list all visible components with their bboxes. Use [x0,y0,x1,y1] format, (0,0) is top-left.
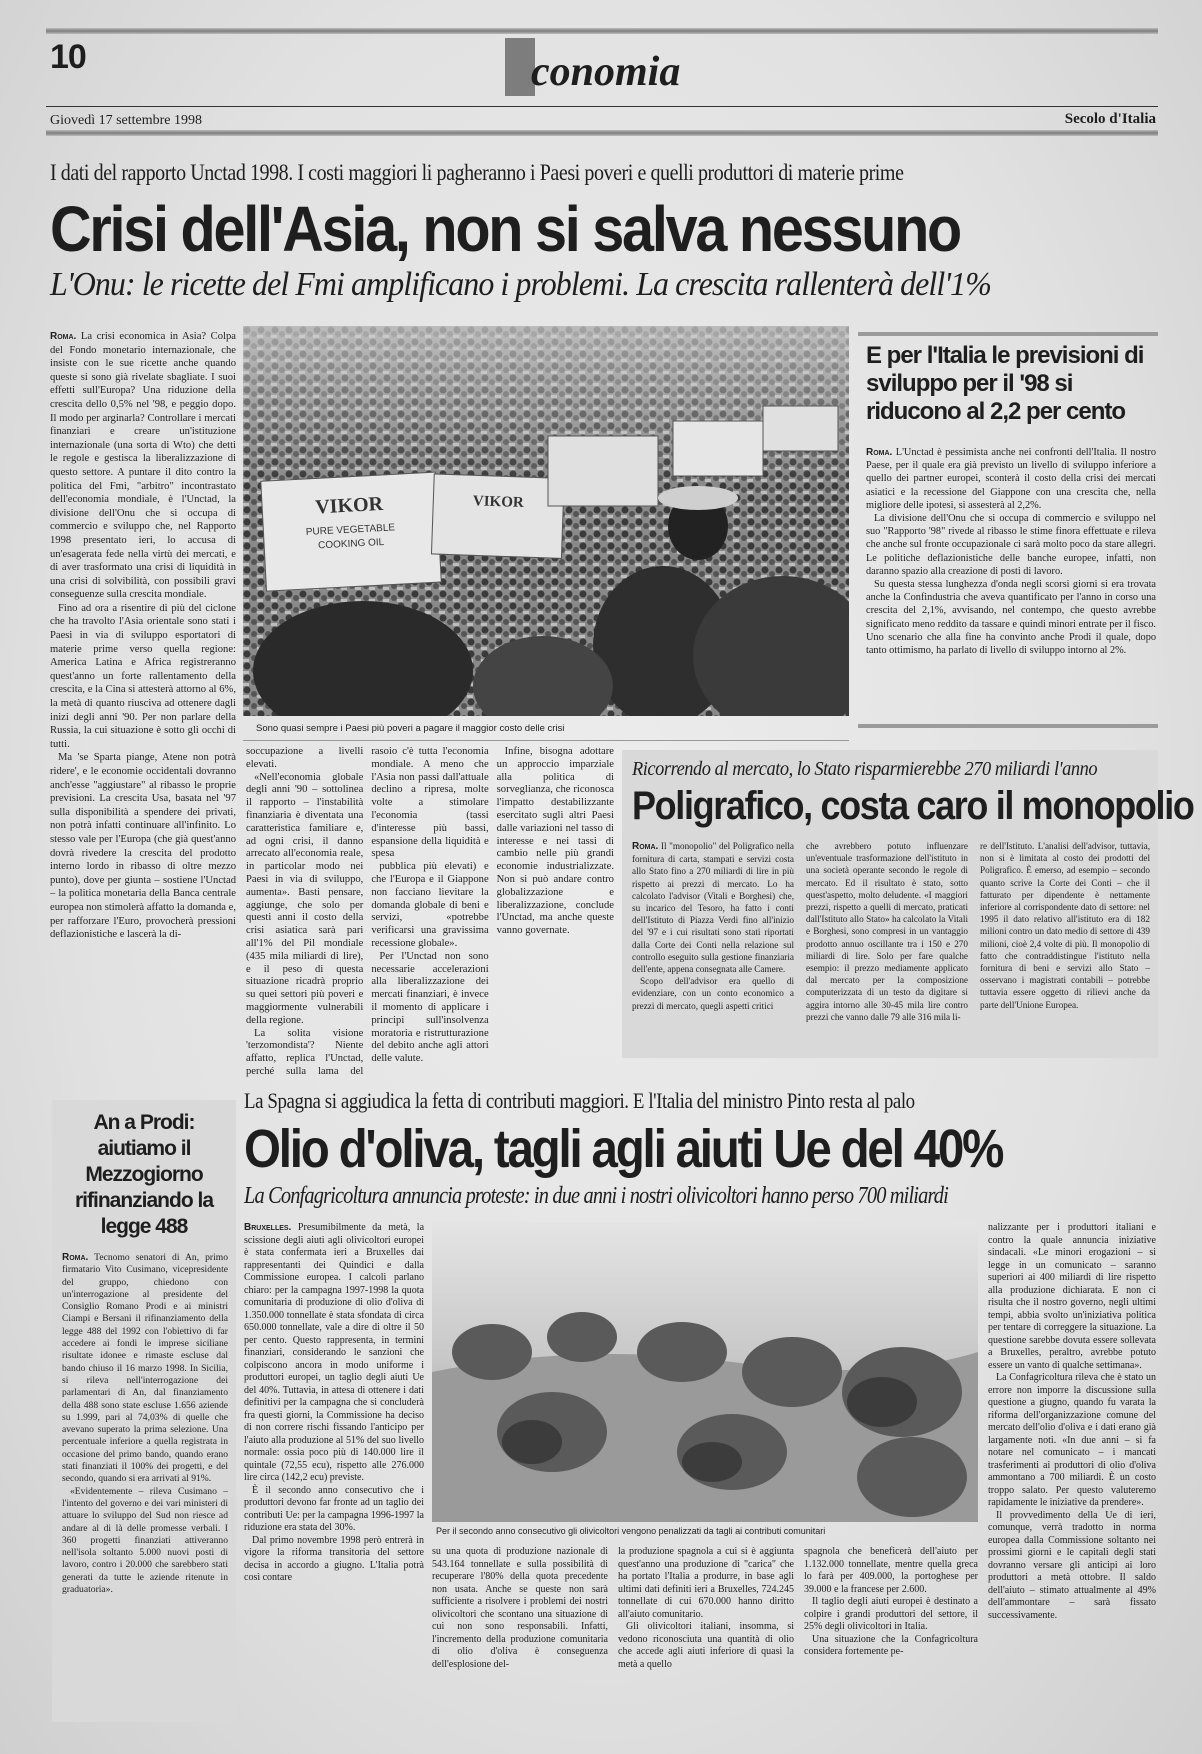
photo-box-label: VIKOR [314,492,384,519]
paragraph: Tecnomo senatori di An, primo firmatario Vito Cusimano, vicepresidente del gruppo, chiedono con un'interrogazione al presidente del Consiglio Romano Prodi e ai ministri Ciampi e Bersani il rifinanziamento della legge 488 del 1992 con l'obiettivo di far accedere ai fondi le imprese siciliane risultate idonee e rimaste escluse dal bando chiuso il 16 marzo 1998. In Sicilia, si rileva nell'interrogazione dei parlamentari di An, dal finanziamento della 488 sono state escluse 1.656 aziende su 1.999, pari al 74,03% di quelle che avevano superato la prima selezione. Una percentuale inferiore a quella registrata in occasione del primo bando, quando erano stati finanziati il 100% dei progetti, e del secondo, quando si era arrivati al 91%. [62,1252,228,1485]
section-name: conomia [531,49,681,95]
photo-box-label: VIKOR [472,493,524,512]
paragraph: Per l'Unctad non sono necessarie accelerazioni alla liberalizzazione dei mercati finanziari, è invece il momento di applicare i principi sull'insolvenza moratoria e ristrutturazione del debito anche agli attori delle valute. [371,950,489,1065]
page-number: 10 [50,38,86,76]
main-subhead: L'Onu: le ricette del Fmi amplificano i problemi. La crescita rallenterà dell'1% [50,266,991,303]
paragraph: spagnola che beneficerà dell'aiuto per 1.132.000 tonnellate, mentre quella greca lo farà per 409.000, la portoghese per 39.000 e la francese per 2.600. [804,1546,978,1595]
paragraph: re dell'Istituto. L'analisi dell'advisor, tuttavia, non si è limitata al costo dei prodotti del Poligrafico. È emerso, ad esempio – secondo quanto scrive la Corte dei Conti – che il fatturato per dipendente è nettamente inferiore al corrispondente dato di settore: nel 1995 il dato relativo all'istituto era di 182 milioni contro un dato medio di settore di 439 milioni, cioè 2,4 volte di più. Il monopolio di fatto che contraddistingue l'istituto nella fornitura di beni e servizi allo Stato – osservano i magistrati contabili – potrebbe tuttavia essere oggetto di rilievi anche da parte dell'Unione Europea. [980,841,1150,1010]
photo-box-label: PURE VEGETABLE [305,522,396,538]
paragraph: È il secondo anno consecutivo che i produttori devono far fronte ad un taglio dei contributi Ue: per la campagna 1996-1997 la riduzione era stata del 30%. [244,1484,424,1533]
dateline: Roma. [866,447,893,458]
paragraph: La divisione dell'Onu che si occupa di commercio e sviluppo nel suo "Rapporto '98" rivede al ribasso le stime finora effettuate e rileva che anche sul fronte occupazionale ci sarà molto poco da stare allegri. Le politiche deflazionistiche delle banche europee, infatti, non daranno spazio alla creazione di posti di lavoro. [866,513,1156,577]
paragraph: La crisi economica in Asia? Colpa del Fondo monetario internazionale, che insiste con le sue ricette anche quando queste si sono già rivelate sbagliate. I suoi effetti sull'Europa? Una riduzione della crescita dello 0,5% nel '98, e peggio dopo. Il modo per arginarla? Controllare i mercati finanziari e creare un'istituzione internazionale (una sorta di Wto) che detti le regole e gestisca la liberalizzazione di questo settore. A puntare il dito contro la politica del Fmi, "arbitro" incontrastato dell'economia mondiale, è l'Unctad, la divisione dell'Onu che si occupa di commercio e sviluppo che, nel Rapporto 1998 presentato ieri, lo accusa di un'esagerata fede nella virtù dei mercati, e di aver trasformato una crisi di liquidità in una crisi di solvibilità, con possibili gravi conseguenze sulla crescita mondiale. [50,331,236,601]
paragraph: che avrebbero potuto influenzare un'eventuale trasformazione dell'istituto in una società operante secondo le regole di mercato. Ed il risultato è stato, sotto quest'aspetto, molto deludente. «I maggiori prezzi, rispetto a quelli di mercato, praticati dall'Istituto allo Stato» ha calcolato la Vitali e Borghesi, sono compresi in un vantaggio prodotto annuo oscillante tra i 150 e 270 miliardi di lire. Solo per fare qualche esempio: il prezzo mediamente applicato dal mercato per la composizione computerizzata di un testo da digitare si aggira intorno alle 30-45 mila lire contro prezzi che vanno dalle 79 alle 316 mila li- [806,841,968,1022]
olio-col-left [244,1222,424,1722]
dateline: Bruxelles. [244,1222,292,1233]
italia-article [866,446,1156,716]
paragraph: Il provvedimento della Ue di ieri, comunque, verrà tradotto in norma europea dalla Commissione soltanto nei prossimi giorni e le capitali degli stati dovranno versare gli anticipi ai loro produttori a metà ottobre. Il saldo dell'aiuto – stimato attualmente al 49% dell'ammontare – sarà fissato successivamente. [988,1509,1156,1621]
olive-photo-caption: Per il secondo anno consecutivo gli olivicoltori vengono penalizzati da tagli ai contributi comunitari [436,1526,826,1536]
photo-box-label: COOKING OIL [317,536,385,552]
paragraph: soccupazione a livelli elevati. [246,746,364,770]
caption-rule [243,740,849,741]
main-headline: Crisi dell'Asia, non si salva nessuno [50,193,960,265]
poligrafico-col-1 [632,840,794,1052]
sidebar-rule-top [858,332,1158,336]
olio-col-b3 [804,1546,978,1722]
olio-col-b2 [618,1546,794,1722]
olio-col-b1 [432,1546,608,1722]
main-article-continuation [246,746,614,1082]
section-title [505,38,680,98]
paragraph: Ma 'se Sparta piange, Atene non potrà ridere', e le economie occidentali dovranno anch'esse "aggiustare" al ribasso le proprie previsioni. La crescita Usa, basata nel '97 sulla disponibilità a spendere dei privati, non potrà infatti continuare all'infinito. Lo stesso vale per l'Europa (che già quest'anno dovrà rivedere la crescita del prodotto interno lordo in ribasso di oltre mezzo punto), dove per giunta – sostiene l'Unctad – la politica monetaria della Banca centrale europea non stimolerà affatto la domanda e, per rafforzare l'Euro, provocherà pressioni deflazionistiche e lascerà la di- [50,752,236,941]
date-rule [46,130,1158,136]
paragraph: Il "monopolio" del Poligrafico nella fornitura di carta, stampati e servizi costa allo Stato fino a 270 miliardi di lire in più rispetto ai prezzi di mercato. Lo ha calcolato l'advisor (Vitali e Borghesi) che, su incarico del Tesoro, ha fatto i conti dell'Istituto di Piazza Verdi fino all'inizio del '97 e i cui risultati sono stati riportati dalla Corte dei Conti nella relazione sul controllo eseguito sulla gestione finanziaria dell'ente, appena consegnata alle Camere. [632,841,794,975]
paragraph: su una quota di produzione nazionale di 543.164 tonnellate e sulla possibilità di recuperare l'80% della quota precedente non usata. Anche se queste non sarà sufficiente a risolvere i problemi dei nostri olivicoltori che scontano una situazione di cui non sono responsabili. Infatti, l'incremento della produzione comunitaria di olio d'oliva è conseguenza dell'esplosione del- [432,1546,608,1670]
paragraph: pubblica più elevati) e che l'Europa e il Giappone non facciano lievitare la domanda globale di beni e servizi, «potrebbe verificarsi una gravissima recessione globale». [371,861,489,949]
dateline: Roma. [50,331,77,342]
top-rule [46,28,1158,34]
prodi-article [62,1252,228,1716]
paragraph: Il taglio degli aiuti europei è destinato a colpire i grandi produttori del settore, il 25% degli olivicoltori in Italia. [804,1596,978,1632]
paragraph: Scopo dell'advisor era quello di evidenziare, con un conto economico a prezzi di mercato, quegli aspetti critici [632,976,794,1011]
poligrafico-col-2 [806,840,968,1052]
dateline: Roma. [62,1252,89,1263]
paragraph: Fino ad ora a risentire di più del ciclone che ha travolto l'Asia orientale sono stati i Paesi in via di sviluppo esportatori di materie prime verso quella regione: America Latina e Africa registreranno quest'anno un forte rallentamento della crescita, e la Cina si attesterà attorno al 6%, la metà di quanto riusciva ad ottenere dagli inizi degli anni '90. Per non parlare della Russia, la cui situazione è sotto gli occhi di tutti. [50,602,236,750]
paragraph: Infine, bisogna adottare un approccio imparziale alla politica di sorveglianza, che riconosca l'impatto destabilizzante esercitato sugli altri Paesi dalle variazioni nel tasso di interesse e nei tassi di cambio nelle più grandi economie industrializzate. Non si può andare contro globalizzazione e liberalizzazione, conclude l'Unctad, ma anche queste vanno governate. [496,746,614,937]
paragraph: «Nell'economia globale degli anni '90 – sottolinea il rapporto – l'instabilità finanziaria è diventata una caratteristica familiare e, ad ogni crisi, il danno arrecato all'economia reale, in particolar modo nei Paesi in via di sviluppo, aumenta». Basti pensare, aggiunge, che solo per questi anni il costo della crisi asiatica sarà pari all'1% del Pil mondiale (435 mila miliardi di lire), e il peso di questa situazione ricadrà proprio su quei settori più poveri e maggiormente vulnerabili della regione. [246,771,364,1026]
paragraph: L'Unctad è pessimista anche nei confronti dell'Italia. Il nostro Paese, per il quale era già previsto un livello di sviluppo inferiore a quello dei partner europei, sconterà il costo della crisi dei mercati asiatici e la recessione del Giappone con una crescita che, nella migliore delle ipotesi, si assesterà al 2,2%. [866,447,1156,511]
olio-col-right [988,1222,1156,1722]
prodi-headline: An a Prodi: aiutiamo il Mezzogiorno rifinanziando la legge 488 [74,1111,213,1238]
newspaper-name: Secolo d'Italia [1064,111,1156,127]
main-photo-caption: Sono quasi sempre i Paesi più poveri a pagare il maggior costo delle crisi [256,723,565,734]
olio-kicker: La Spagna si aggiudica la fetta di contributi maggiori. E l'Italia del ministro Pinto resta al palo [244,1088,915,1113]
poligrafico-col-3 [980,840,1150,1052]
dateline: Roma. [632,841,659,852]
paragraph: Presumibilmente da metà, la scissione degli aiuti agli olivicoltori europei è stata confermata ieri a Bruxelles dai rappresentanti dei Quindici e dalla Commissione europea. I calcoli parlano chiaro: per la campagna 1997-1998 la quota comunitaria di produzione di olio d'oliva di 1.350.000 tonnellate è stata sfondata di circa 650.000 tonnellate, vale a dire di oltre il 50 per cento. Questo rappresenta, in termini finanziari, considerando le sanzioni che colpiscono ancora in modo uniforme i produttori europei, un taglio degli aiuti Ue del 40%. Tuttavia, in attesa di ottenere i dati definitivi per la campagna che si concluderà fra questi giorni, la Commissione ha deciso di non correre rischi fissando l'anticipo per l'aiuto alla produzione al 51% del suo livello normale: ossia poco più di 140.000 lire il quintale (72,55 ecu), rispetto alle 276.000 lire circa (142,2 ecu) previste. [244,1222,424,1483]
paragraph: la produzione spagnola a cui si è aggiunta quest'anno una produzione di "carica" che ha portato l'Italia a produrre, in base agli ultimi dati definiti ieri a Bruxelles, 724.245 tonnellate di cui 670.000 hanno diritto all'aiuto comunitario. [618,1546,794,1620]
paragraph: La solita visione 'terzomondista'? Niente affatto, replica l'Unctad, perché sulla lama del rasoio c'è tutta l'economia mondiale. A meno che l'Asia non passi dall'attuale declino a ripresa, molte volte a stimolare l'economia (tassi d'interesse più bassi, espansione della liquidità e spesa [246,746,489,1077]
italia-headline: E per l'Italia le previsioni di sviluppo per il '98 si riducono al 2,2 per cento [866,342,1144,425]
poligrafico-kicker: Ricorrendo al mercato, lo Stato risparmierebbe 270 miliardi l'anno [632,758,1098,780]
paragraph: nalizzante per i produttori italiani e contro la quale annuncia iniziative sindacali. «Le minori erogazioni – si legge in un comunicato – saranno superiori ai 400 miliardi di lire rispetto alla produzione dichiarata. E non ci risulta che il nostro governo, negli ultimi tempi, abbia svolto un'iniziativa politica per tentare di correggere la situazione. La questione sarebbe dovuta essere sollevata a Bruxelles, peraltro, avrebbe potuto essere un vanto di qualche settimana». [988,1222,1156,1371]
paragraph: Gli olivicoltori italiani, insomma, si vedono riconosciuta una quantità di olio che accede agli aiuti inferiore di quasi la metà a quello [618,1621,794,1670]
main-kicker: I dati del rapporto Unctad 1998. I costi maggiori li pagheranno i Paesi poveri e quelli produttori di materie prime [50,160,904,185]
sidebar-rule-bottom [858,724,1158,728]
masthead-rule [46,106,1158,107]
olio-headline: Olio d'oliva, tagli agli aiuti Ue del 40% [244,1119,1003,1179]
main-article-col-1 [50,330,236,1050]
main-photo-crowd [243,326,849,716]
olive-grove-photo [432,1222,978,1522]
paragraph: Su questa stessa lunghezza d'onda negli scorsi giorni si era trovata anche la Confindustria che aveva quantificato per l'anno in corso una crescita del 2,1%, avvisando, nel contempo, che questo avrebbe significato meno reddito da tassare e quindi minori entrate per il fisco. Uno scenario che alla fine ha convinto anche Prodi il quale, dopo tanto ottimismo, ha parlato di livello di sviluppo intorno al 2%. [866,579,1156,657]
olio-subhead: La Confagricoltura annuncia proteste: in due anni i nostri olivicoltori hanno perso 700 miliardi [244,1183,948,1209]
poligrafico-headline: Poligrafico, costa caro il monopolio [632,784,1194,828]
paragraph: Dal primo novembre 1998 però entrerà in vigore la riforma transitoria del settore decisa in accordo a giugno. L'Italia potrà così contare [244,1534,424,1583]
paragraph: «Evidentemente – rileva Cusimano – l'intento del governo e dei vari ministeri di attuare lo sviluppo del Sud non riesce ad andare al di là delle promesse verbali. I 360 progetti finanziati attiveranno nell'isola soltanto 5.000 nuovi posti di lavoro, contro i 20.000 che sarebbero stati generati da tutte le aziende ritenute in graduatoria». [62,1485,228,1596]
paragraph: Una situazione che la Confagricoltura considera fortemente pe- [804,1633,978,1657]
issue-date: Giovedì 17 settembre 1998 [50,113,203,128]
paragraph: La Confagricoltura rileva che è stato un errore non imporre la discussione sulla questione a giugno, quando fu varata la riforma dell'organizzazione comune del mercato dell'olio d'oliva e i dati erano già largamente noti. «In due anni – si fa notare nel comunicato – i mancati trasferimenti ai produttori di olio d'oliva ammontano a 700 miliardi. È un costo troppo salato. Per questo valuteremo rapidamente le iniziative da prendere». [988,1372,1156,1508]
